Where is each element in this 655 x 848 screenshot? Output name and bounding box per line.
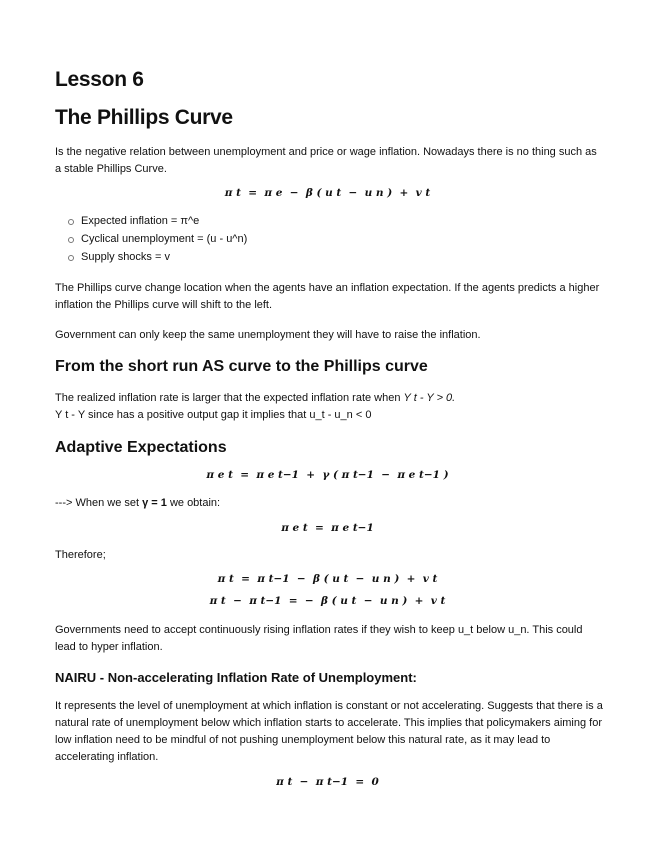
section-heading-adaptive: Adaptive Expectations <box>55 439 227 456</box>
gamma-arrow-text: ---> When we set <box>55 497 143 509</box>
as-curve-text-line2: Y t - Y since has a positive output gap it implies that u_t - u_n < 0 <box>55 409 372 421</box>
phillips-curve-equation: π t = π e − β ( u t − u n ) + v t <box>224 187 431 199</box>
as-curve-text: The realized inflation rate is larger that the expected inflation rate when <box>55 392 404 404</box>
therefore-text: Therefore; <box>55 549 106 561</box>
paragraph-hyperinflation: Governments need to accept continuously rising inflation rates if they wish to keep u_t below u_n. This could lead to hyper inflation. <box>55 624 583 653</box>
paragraph-government: Government can only keep the same unemployment they will have to raise the inflation. <box>55 329 481 341</box>
list-item: Cyclical unemployment = (u - u^n) <box>55 230 605 248</box>
paragraph-shift: The Phillips curve change location when the agents have an inflation expectation. If the agents predicts a higher inflation the Phillips curve will shift to the left. <box>55 282 600 311</box>
output-gap-condition: Y t - Y > 0. <box>403 392 456 404</box>
gamma-value: γ = 1 <box>142 497 167 509</box>
list-item: Supply shocks = v <box>55 248 605 266</box>
as-curve-text-line1 <box>55 390 605 407</box>
inflation-change-equation: π t − π t−1 = − β ( u t − u n ) + v t <box>209 595 446 607</box>
gamma-obtain-text: we obtain: <box>166 497 221 509</box>
paragraph-nairu: It represents the level of unemployment at which inflation is constant or not accelerating. Suggests that there is a natural rate of unemployment below which inflation starts to accelerate. This implies that policymakers aiming for low inflation need to be mindful of not pushing unemployment below this natural rate, as it may lead to accelerating inflation. <box>55 700 603 763</box>
adaptive-expectations-equation: π e t = π e t−1 + γ ( π t−1 − π e t−1 ) <box>206 469 449 481</box>
intro-paragraph: Is the negative relation between unemployment and price or wage inflation. Nowadays there is no thing such as a stable Phillips Curve. <box>55 146 597 175</box>
gamma-one-equation: π e t = π e t−1 <box>281 522 374 534</box>
section-heading-nairu: NAIRU - Non-accelerating Inflation Rate of Unemployment: <box>55 670 417 685</box>
variable-list <box>55 212 605 266</box>
list-item: Expected inflation = π^e <box>55 212 605 230</box>
page-title: The Phillips Curve <box>55 106 233 129</box>
lesson-heading: Lesson 6 <box>55 68 144 91</box>
nairu-equation: π t − π t−1 = 0 <box>276 776 379 788</box>
section-heading-as-curve: From the short run AS curve to the Phillips curve <box>55 358 428 375</box>
expectations-augmented-equation: π t = π t−1 − β ( u t − u n ) + v t <box>217 573 438 585</box>
gamma-line <box>55 495 605 512</box>
